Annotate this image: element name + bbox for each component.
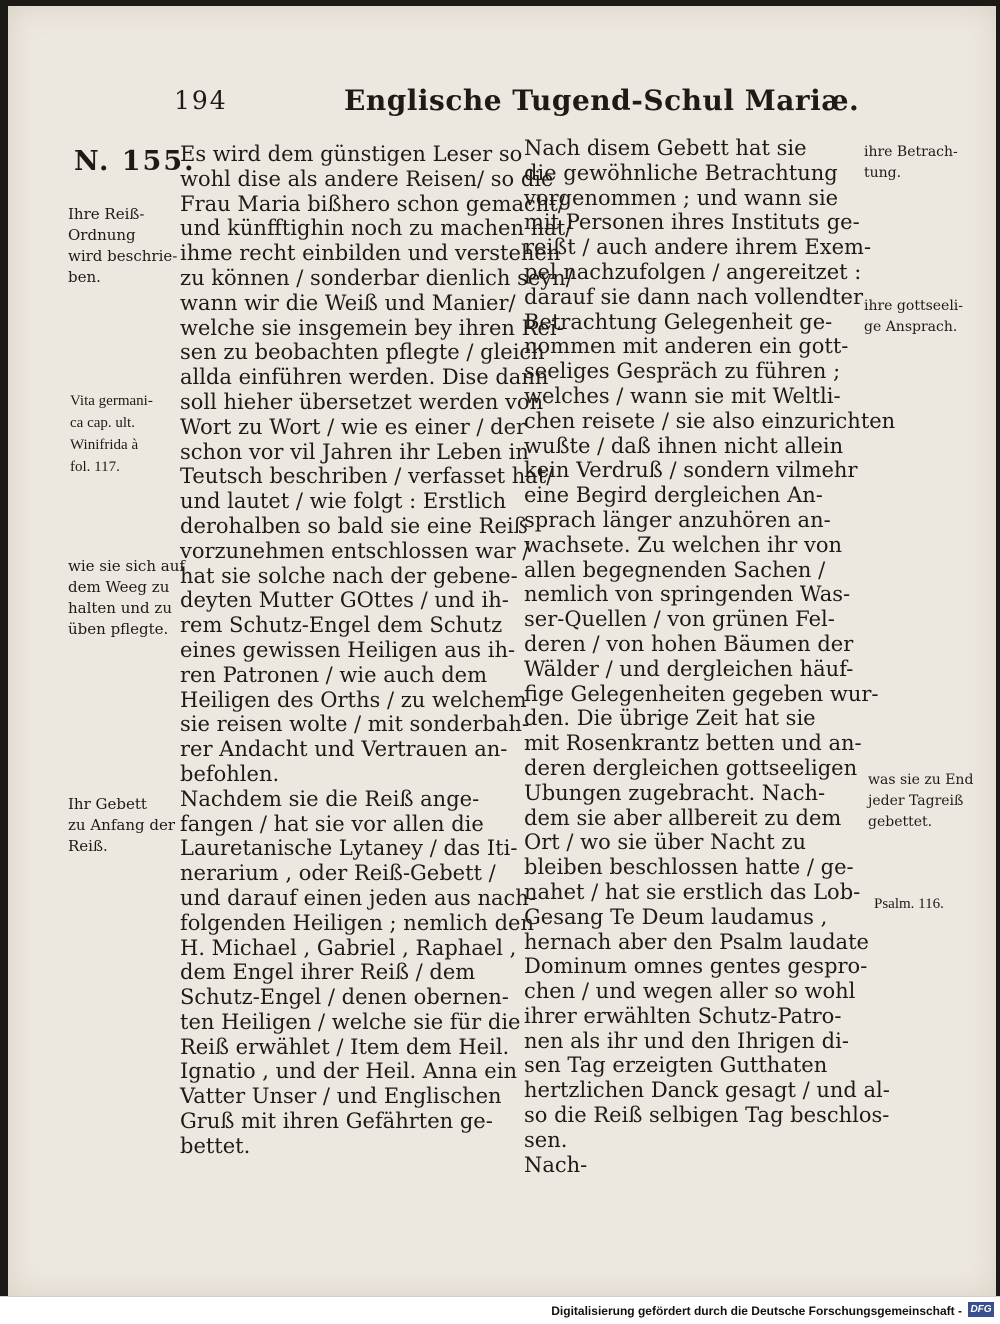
text-line: Psalm. 116. [874,896,944,912]
text-line: ten Heiligen / welche sie für die [180,1009,521,1034]
text-line: nerarium , oder Reiß-Gebett / [180,861,496,886]
text-line: deren / von hohen Bäumen der [524,631,854,656]
scanned-page [8,6,996,1296]
text-line: mit Personen ihres Instituts ge- [524,210,860,235]
text-line: halten und zu [68,599,172,617]
text-line: dem sie aber allbereit zu dem [524,805,842,830]
text-line: ser-Quellen / von grünen Fel- [524,607,835,632]
text-line: sen Tag erzeigten Gutthaten [524,1053,828,1078]
section-number: N. 155. [74,146,196,177]
text-line: Dominum omnes gentes gespro- [524,954,868,979]
text-line: ihre gottseeli- [864,298,964,314]
text-line: sen. [524,1127,568,1152]
text-line: sen zu beobachten pflegte / gleich [180,340,545,365]
margin-note-reiss-ordnung [68,204,177,288]
text-line: allen begegnenden Sachen / [524,557,826,582]
text-line: deyten Mutter GOttes / und ih- [180,588,509,613]
text-line: Reiß. [68,837,108,855]
text-line: Ihr Gebett [68,795,147,813]
margin-note-weeg [68,556,185,640]
left-text-column [180,142,573,1159]
text-line: wann wir die Weiß und Manier/ [180,290,516,315]
text-line: Es wird dem günstigen Leser so [180,142,523,166]
text-line: Heiligen des Orths / zu welchem [180,687,527,712]
text-line: wird beschrie- [68,247,178,265]
text-line: Reiß erwählet / Item dem Heil. [180,1034,510,1059]
text-line: Gruß mit ihren Gefährten ge- [180,1109,493,1134]
text-line: Vatter Unser / und Englischen [180,1084,502,1109]
text-line: wußte / daß ihnen nicht allein [524,433,844,458]
text-line: wachsete. Zu welchen ihr von [524,532,843,557]
text-line: dem Engel ihrer Reiß / dem [180,960,476,985]
text-line: den. Die übrige Zeit hat sie [524,706,816,731]
text-line: Wort zu Wort / wie es einer / der [180,414,527,439]
text-line: befohlen. [180,761,280,786]
funding-credit: Digitalisierung gefördert durch die Deutsche Forschungsgemeinschaft - [551,1304,962,1318]
text-line: üben pflegte. [68,620,169,638]
text-line: Ubungen zugebracht. Nach- [524,780,826,805]
text-line: Lauretanische Lytaney / das Iti- [180,836,518,861]
text-line: chen reisete / sie also einzurichten [524,408,896,433]
text-line: zu Anfang der [68,816,175,834]
text-line: pel nachzufolgen / angereitzet : [524,259,862,284]
text-line: mit Rosenkrantz betten und an- [524,731,862,756]
text-line: ihrer erwählten Schutz-Patro- [524,1003,842,1028]
text-line: sprach länger anzuhören an- [524,507,831,532]
text-line: ren Patronen / wie auch dem [180,662,487,687]
text-line: die gewöhnliche Betrachtung [524,160,838,185]
margin-note-psalm [874,894,944,915]
text-line: Teutsch beschriben / verfasset hat/ [180,464,554,489]
text-line: welche sie insgemein bey ihren Rei- [180,315,564,340]
text-line: H. Michael , Gabriel , Raphael , [180,935,517,960]
text-line: ihre Betrach- [864,144,958,160]
text-line: welches / wann sie mit Weltli- [524,383,841,408]
text-line: gebettet. [868,814,933,830]
margin-note-end [868,770,973,833]
text-line: folgenden Heiligen ; nemlich den [180,910,534,935]
text-line: fige Gelegenheiten gegeben wur- [524,681,879,706]
text-line: nommen mit anderen ein gott- [524,334,849,359]
text-line: tung. [864,165,902,181]
margin-note-betrachtung [864,142,958,184]
text-line: Ort / wo sie über Nacht zu [524,830,807,855]
text-line: Ignatio , und der Heil. Anna ein [180,1059,517,1084]
text-line: ben. [68,268,101,286]
text-line: darauf sie dann nach vollendter [524,284,864,309]
text-line: nahet / hat sie erstlich das Lob- [524,879,861,904]
text-line: dem Weeg zu [68,578,170,596]
text-line: hernach aber den Psalm laudate [524,929,869,954]
text-line: allda einführen werden. Dise dann [180,365,549,390]
text-line: Nach- [524,1152,588,1177]
text-line: deren dergleichen gottseeligen [524,755,858,780]
text-line: und darauf einen jeden aus nach- [180,885,536,910]
text-line: Vita germani- [70,393,153,409]
text-line: vorgenommen ; und wann sie [524,185,839,210]
text-line: ihme recht einbilden und verstehen [180,241,561,266]
text-line: nen als ihr und den Ihrigen di- [524,1028,849,1053]
text-line: reißt / auch andere ihrem Exem- [524,235,872,260]
text-line: Ordnung [68,226,136,244]
text-line: und lautet / wie folgt : Erstlich [180,489,507,514]
text-line: bettet. [180,1133,251,1158]
text-line: hertzlichen Danck gesagt / und al- [524,1078,890,1103]
text-line: Schutz-Engel / denen obernen- [180,985,509,1010]
text-line: eines gewissen Heiligen aus ih- [180,637,516,662]
text-line: sie reisen wolte / mit sonderbah- [180,712,529,737]
text-line: Frau Maria bißhero schon gemacht/ [180,191,565,216]
text-line: vorzunehmen entschlossen war / [180,538,530,563]
text-line: fangen / hat sie vor allen die [180,811,484,836]
text-line: eine Begird dergleichen An- [524,483,823,508]
margin-note-ansprach [864,296,963,338]
running-title: Englische Tugend-Schul Mariæ. [344,84,860,117]
footer-bar [0,1296,1000,1324]
text-line: so die Reiß selbigen Tag beschlos- [524,1103,890,1128]
text-line: soll hieher übersetzet werden von [180,389,544,414]
text-line: kein Verdruß / sondern vilmehr [524,458,858,483]
text-line: chen / und wegen aller so wohl [524,979,856,1004]
text-line: und künfftighin noch zu machen hat/ [180,216,573,241]
dfg-logo: DFG [968,1302,994,1317]
text-line: rer Andacht und Vertrauen an- [180,737,508,762]
text-line: Gesang Te Deum laudamus , [524,904,828,929]
text-line: jeder Tagreiß [868,793,964,809]
text-line: hat sie solche nach der gebene- [180,563,518,588]
text-line: Nach disem Gebett hat sie [524,136,807,160]
text-line: was sie zu End [868,772,974,788]
text-line: fol. 117. [70,459,120,475]
text-line: rem Schutz-Engel dem Schutz [180,613,503,638]
text-line: ca cap. ult. [70,415,135,431]
text-line: seeliges Gespräch zu führen ; [524,359,841,384]
text-line: derohalben so bald sie eine Reiß [180,513,528,538]
text-line: Ihre Reiß- [68,205,145,223]
text-line: bleiben beschlossen hatte / ge- [524,855,854,880]
text-line: nemlich von springenden Was- [524,582,851,607]
text-line: Betrachtung Gelegenheit ge- [524,309,833,334]
page-number: 194 [174,86,228,115]
text-line: ge Ansprach. [864,319,958,335]
text-line: schon vor vil Jahren ihr Leben in [180,439,529,464]
text-line: Nachdem sie die Reiß ange- [180,786,480,811]
text-line: Winifrida à [70,437,139,453]
margin-note-gebett-anfang [68,794,175,857]
margin-note-vita [70,390,153,478]
text-line: Wälder / und dergleichen häuf- [524,656,854,681]
text-line: wie sie sich auf [68,557,185,575]
text-line: wohl dise als andere Reisen/ so die [180,166,554,191]
text-line: zu können / sonderbar dienlich seyn/ [180,265,573,290]
right-text-column [524,136,896,1177]
